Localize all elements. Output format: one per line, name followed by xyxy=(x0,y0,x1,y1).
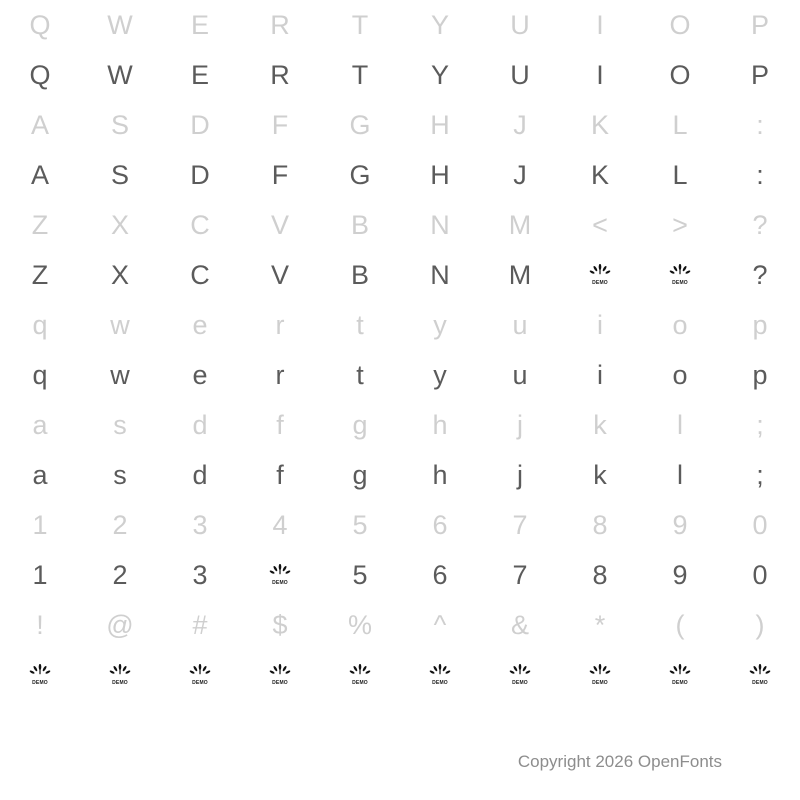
glyph-cell: S xyxy=(110,159,129,190)
glyph-cell: I xyxy=(596,9,604,40)
glyph-cell: 6 xyxy=(432,509,448,540)
glyph-cell: k xyxy=(593,459,607,490)
glyph-cell: 0 xyxy=(752,559,768,590)
glyph-cell: O xyxy=(669,9,691,40)
glyph-cell: l xyxy=(677,459,683,490)
glyph-cell: Y xyxy=(430,9,449,40)
glyph-cell: U xyxy=(510,59,530,90)
glyph-cell: I xyxy=(596,59,604,90)
glyph-cell: r xyxy=(275,309,285,340)
glyph-cell: k xyxy=(593,409,607,440)
glyph-cell: w xyxy=(110,309,130,340)
glyph-cell: i xyxy=(597,309,603,340)
glyph-cell: Z xyxy=(31,209,49,240)
glyph-cell: u xyxy=(512,359,528,390)
glyph-cell: W xyxy=(107,9,133,40)
glyph-cell: p xyxy=(752,309,768,340)
glyph-cell: L xyxy=(672,109,688,140)
leaf-sprig-demo-icon: DEMO xyxy=(349,664,371,686)
glyph-cell: M xyxy=(508,259,532,290)
glyph-cell: ; xyxy=(756,459,764,490)
glyph-cell: s xyxy=(113,409,127,440)
glyph-cell: H xyxy=(430,109,450,140)
leaf-sprig-demo-icon: DEMO xyxy=(429,664,451,686)
demo-watermark-glyph xyxy=(400,650,480,700)
glyph-cell: 9 xyxy=(672,509,688,540)
glyph-cell: j xyxy=(517,409,523,440)
glyph-cell: d xyxy=(192,409,208,440)
demo-watermark-glyph xyxy=(240,550,320,600)
glyph-cell: : xyxy=(756,109,764,140)
glyph-cell: j xyxy=(517,459,523,490)
glyph-cell: & xyxy=(510,609,529,640)
demo-watermark-glyph xyxy=(320,650,400,700)
demo-watermark-glyph xyxy=(640,650,720,700)
demo-watermark-glyph xyxy=(560,250,640,300)
glyph-cell: 3 xyxy=(192,559,208,590)
glyph-cell: K xyxy=(590,109,609,140)
glyph-cell: u xyxy=(512,309,528,340)
glyph-cell: t xyxy=(356,359,364,390)
glyph-cell: V xyxy=(270,209,289,240)
glyph-cell: ( xyxy=(675,609,685,640)
glyph-cell: ^ xyxy=(433,609,447,640)
glyph-cell: T xyxy=(351,9,369,40)
glyph-cell: X xyxy=(110,209,129,240)
glyph-cell: y xyxy=(433,309,447,340)
glyph-cell: J xyxy=(513,109,527,140)
leaf-sprig-demo-icon: DEMO xyxy=(589,264,611,286)
glyph-cell: o xyxy=(672,359,688,390)
glyph-cell: 2 xyxy=(112,559,128,590)
glyph-cell: 1 xyxy=(32,559,48,590)
glyph-cell: 0 xyxy=(752,509,768,540)
glyph-cell: > xyxy=(672,209,688,240)
glyph-cell: f xyxy=(276,409,284,440)
demo-watermark-glyph xyxy=(80,650,160,700)
glyph-cell: X xyxy=(110,259,129,290)
glyph-cell: # xyxy=(192,609,208,640)
leaf-sprig-demo-icon: DEMO xyxy=(749,664,771,686)
glyph-cell: D xyxy=(190,109,210,140)
glyph-cell: 9 xyxy=(672,559,688,590)
glyph-cell: ! xyxy=(36,609,44,640)
glyph-cell: 1 xyxy=(32,509,48,540)
glyph-cell: B xyxy=(350,259,369,290)
copyright-notice: Copyright 2026 OpenFonts xyxy=(517,752,722,771)
glyph-cell: 8 xyxy=(592,559,608,590)
glyph-cell: y xyxy=(433,359,447,390)
glyph-cell: f xyxy=(276,459,284,490)
glyph-cell: * xyxy=(594,609,606,640)
glyph-cell: S xyxy=(110,109,129,140)
glyph-cell: p xyxy=(752,359,768,390)
glyph-cell: s xyxy=(113,459,127,490)
glyph-cell: F xyxy=(271,159,289,190)
glyph-cell: d xyxy=(192,459,208,490)
glyph-cell: g xyxy=(352,409,368,440)
glyph-cell: N xyxy=(430,209,450,240)
glyph-cell: A xyxy=(30,159,49,190)
glyph-cell: P xyxy=(750,9,769,40)
glyph-cell: 6 xyxy=(432,559,448,590)
glyph-cell: Q xyxy=(29,59,51,90)
demo-watermark-glyph xyxy=(160,650,240,700)
glyph-cell: K xyxy=(590,159,609,190)
leaf-sprig-demo-icon: DEMO xyxy=(269,564,291,586)
glyph-cell: 3 xyxy=(192,509,208,540)
glyph-cell: W xyxy=(107,59,133,90)
glyph-cell: a xyxy=(32,459,48,490)
glyph-cell: E xyxy=(190,59,209,90)
glyph-cell: ? xyxy=(752,209,768,240)
glyph-cell: J xyxy=(513,159,527,190)
glyph-cell: 7 xyxy=(512,559,528,590)
glyph-cell: e xyxy=(192,359,208,390)
leaf-sprig-demo-icon: DEMO xyxy=(669,664,691,686)
glyph-cell: h xyxy=(432,459,448,490)
leaf-sprig-demo-icon: DEMO xyxy=(109,664,131,686)
glyph-cell: R xyxy=(270,9,290,40)
glyph-cell: i xyxy=(597,359,603,390)
glyph-cell: V xyxy=(270,259,289,290)
demo-watermark-glyph xyxy=(720,650,800,700)
glyph-cell: L xyxy=(672,159,688,190)
glyph-cell: @ xyxy=(106,609,134,640)
glyph-cell: 5 xyxy=(352,559,368,590)
demo-watermark-glyph xyxy=(240,650,320,700)
glyph-cell: M xyxy=(508,209,532,240)
glyph-cell: e xyxy=(192,309,208,340)
glyph-cell: F xyxy=(271,109,289,140)
glyph-cell: R xyxy=(270,59,290,90)
glyph-cell: T xyxy=(351,59,369,90)
glyph-cell: l xyxy=(677,409,683,440)
glyph-cell: ? xyxy=(752,259,768,290)
glyph-cell: N xyxy=(430,259,450,290)
glyph-cell: 8 xyxy=(592,509,608,540)
leaf-sprig-demo-icon: DEMO xyxy=(669,264,691,286)
glyph-cell: ) xyxy=(755,609,765,640)
glyph-cell: Q xyxy=(29,9,51,40)
demo-watermark-glyph xyxy=(560,650,640,700)
glyph-cell: g xyxy=(352,459,368,490)
demo-watermark-glyph xyxy=(640,250,720,300)
leaf-sprig-demo-icon: DEMO xyxy=(589,664,611,686)
leaf-sprig-demo-icon: DEMO xyxy=(189,664,211,686)
glyph-cell: $ xyxy=(272,609,288,640)
glyph-cell: < xyxy=(592,209,608,240)
glyph-cell: G xyxy=(349,159,371,190)
glyph-cell: a xyxy=(32,409,48,440)
glyph-cell: o xyxy=(672,309,688,340)
leaf-sprig-demo-icon: DEMO xyxy=(29,664,51,686)
glyph-cell: Y xyxy=(430,59,449,90)
glyph-cell: h xyxy=(432,409,448,440)
glyph-cell: 5 xyxy=(352,509,368,540)
glyph-cell: : xyxy=(756,159,764,190)
glyph-cell: q xyxy=(32,359,48,390)
glyph-cell: B xyxy=(350,209,369,240)
demo-watermark-glyph xyxy=(0,650,80,700)
leaf-sprig-demo-icon: DEMO xyxy=(269,664,291,686)
glyph-cell: O xyxy=(669,59,691,90)
glyph-cell: 2 xyxy=(112,509,128,540)
glyph-cell: C xyxy=(190,259,210,290)
glyph-cell: 7 xyxy=(512,509,528,540)
glyph-cell: Z xyxy=(31,259,49,290)
glyph-cell: r xyxy=(275,359,285,390)
glyph-cell: E xyxy=(190,9,209,40)
glyph-cell: w xyxy=(110,359,130,390)
glyph-cell: q xyxy=(32,309,48,340)
glyph-cell: G xyxy=(349,109,371,140)
glyph-cell: C xyxy=(190,209,210,240)
glyph-cell: t xyxy=(356,309,364,340)
glyph-cell: D xyxy=(190,159,210,190)
glyph-cell: U xyxy=(510,9,530,40)
glyph-cell: % xyxy=(347,609,372,640)
glyph-cell: H xyxy=(430,159,450,190)
glyph-cell: P xyxy=(750,59,769,90)
glyph-cell: ; xyxy=(756,409,764,440)
leaf-sprig-demo-icon: DEMO xyxy=(509,664,531,686)
demo-watermark-glyph xyxy=(480,650,560,700)
glyph-cell: 4 xyxy=(272,509,288,540)
glyph-cell: A xyxy=(30,109,49,140)
